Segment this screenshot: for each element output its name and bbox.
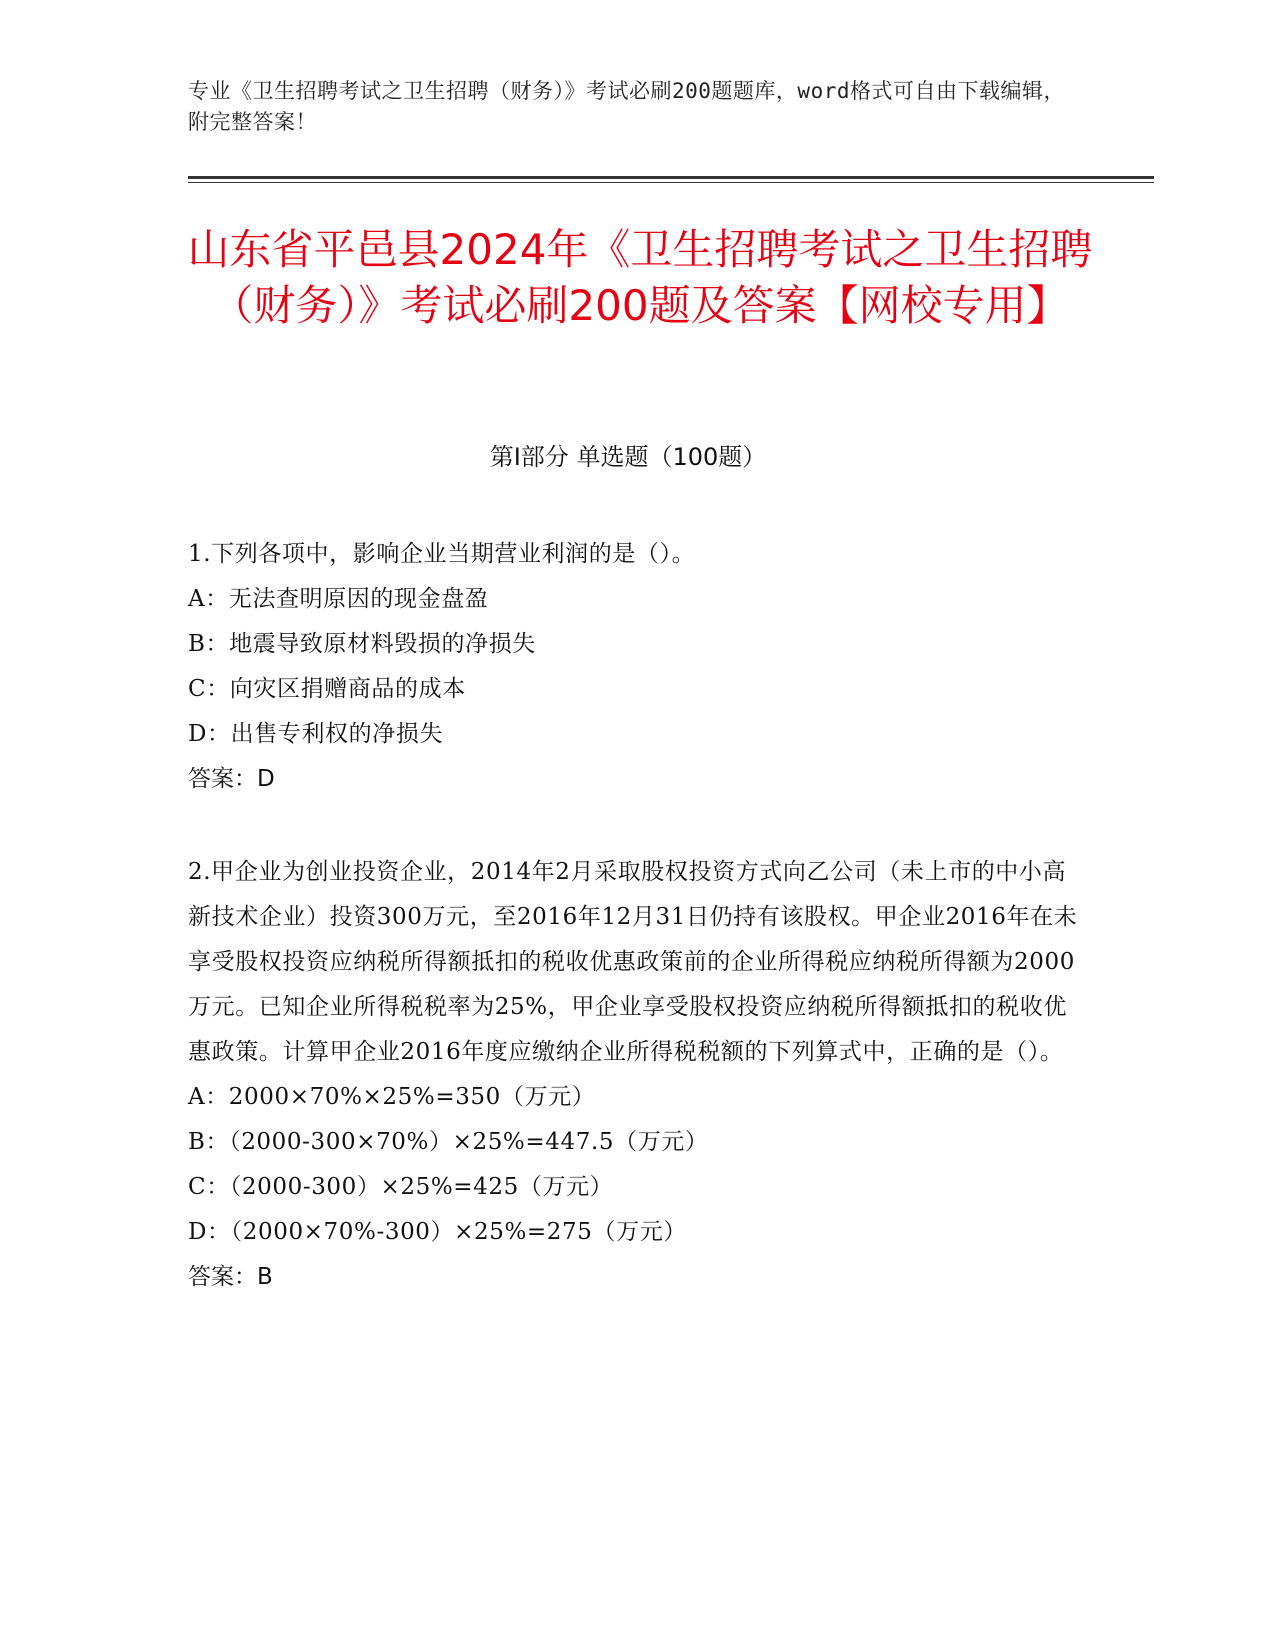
option-d: D：（2000×70%-300）×25%=275（万元）: [188, 1219, 687, 1245]
question-1: [188, 532, 1088, 802]
document-title: 山东省平邑县2024年《卫生招聘考试之卫生招聘（财务）》考试必刷200题及答案【网校专用】: [187, 225, 1093, 330]
answer-line: 答案：B: [188, 1264, 273, 1290]
header-note: 专业《卫生招聘考试之卫生招聘（财务）》考试必刷200题题库，word格式可自由下载编辑，附完整答案！: [188, 79, 1065, 134]
question-2: [188, 850, 1088, 1300]
question-stem: 2.甲企业为创业投资企业，2014年2月采取股权投资方式向乙公司（未上市的中小高新技术企业）投资300万元，至2016年12月31日仍持有该股权。甲企业2016年在未享受股权投资应纳税所得额抵扣的税收优惠政策前的企业所得税应纳税所得额为2000万元。已知企业所得税税率为25%，甲企业享受股权投资应纳税所得额抵扣的税收优惠政策。计算甲企业2016年度应缴纳企业所得税税额的下列算式中，正确的是（）。: [188, 859, 1078, 1065]
question-stem: 1.下列各项中，影响企业当期营业利润的是（）。: [188, 541, 696, 567]
option-b: B：（2000-300×70%）×25%=447.5（万元）: [188, 1129, 709, 1155]
option-a: A：无法查明原因的现金盘盈: [188, 586, 489, 612]
header-divider-thin: [188, 182, 1154, 183]
option-c: C：向灾区捐赠商品的成本: [188, 676, 466, 702]
option-a: A：2000×70%×25%=350（万元）: [188, 1084, 596, 1110]
section-heading: 第I部分 单选题（100题）: [489, 443, 767, 471]
answer-line: 答案：D: [188, 766, 275, 792]
option-d: D：出售专利权的净损失: [188, 721, 444, 747]
header-divider-thick: [188, 176, 1154, 179]
option-c: C：（2000-300）×25%=425（万元）: [188, 1174, 614, 1200]
option-b: B：地震导致原材料毁损的净损失: [188, 631, 536, 657]
